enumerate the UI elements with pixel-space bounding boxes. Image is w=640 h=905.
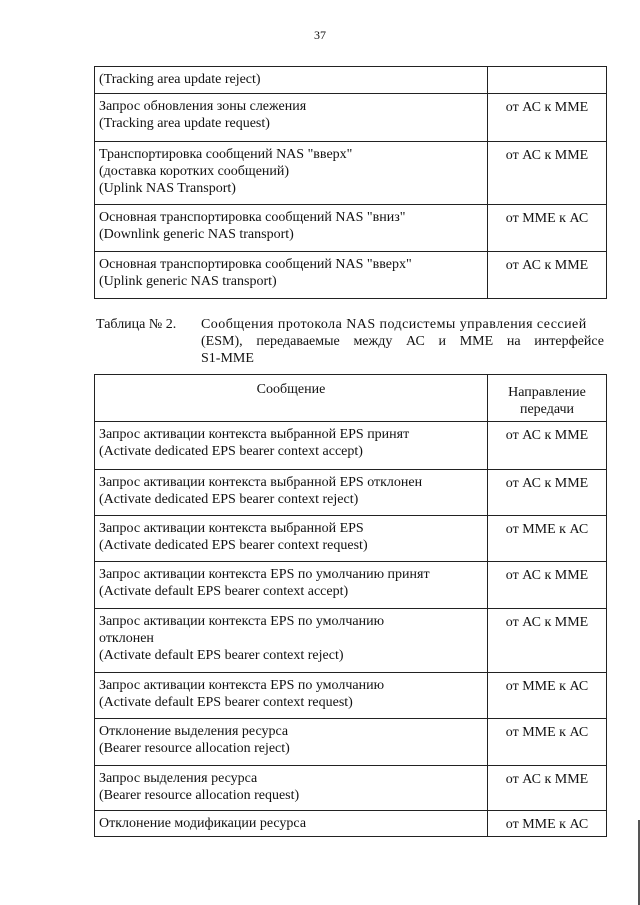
message-line: (Activate default EPS bearer context request) [99, 695, 353, 710]
message-line: (Tracking area update reject) [99, 72, 261, 87]
message-line: Запрос активации контекста выбранной EPS принят [99, 427, 410, 442]
message-cell [95, 470, 488, 516]
direction-cell: от АС к ММЕ [488, 422, 607, 470]
message-line: (Tracking area update request) [99, 116, 270, 131]
message-cell [95, 811, 488, 837]
table-row [95, 205, 607, 252]
table-row [95, 252, 607, 299]
table-1-body [95, 67, 607, 299]
table-row [95, 811, 607, 837]
message-line: Транспортировка сообщений NAS "вверх" [99, 147, 353, 162]
direction-cell: от АС к ММЕ [488, 562, 607, 609]
message-cell [95, 252, 488, 299]
message-cell [95, 422, 488, 470]
message-line: Запрос активации контекста выбранной EPS [99, 521, 364, 536]
message-line: Запрос активации контекста EPS по умолчанию [99, 678, 385, 693]
direction-cell: от АС к ММЕ [488, 252, 607, 299]
message-cell [95, 766, 488, 811]
header-message: Сообщение [95, 375, 488, 422]
message-cell [95, 142, 488, 205]
page-number: 37 [314, 28, 326, 42]
table-row [95, 142, 607, 205]
message-cell [95, 94, 488, 142]
message-cell [95, 205, 488, 252]
table-2-header-row [95, 375, 607, 422]
direction-cell: от ММЕ к АС [488, 811, 607, 837]
header-direction-line-1: Направление [508, 385, 586, 400]
caption-line-3: S1-MME [201, 351, 254, 366]
direction-cell: от АС к ММЕ [488, 470, 607, 516]
message-line: (Activate dedicated EPS bearer context accept) [99, 444, 363, 459]
direction-cell: от АС к ММЕ [488, 142, 607, 205]
message-line: (Downlink generic NAS transport) [99, 227, 294, 242]
message-line: Запрос активации контекста EPS по умолчанию принят [99, 567, 430, 582]
direction-cell: от АС к ММЕ [488, 94, 607, 142]
message-line: Отклонение модификации ресурса [99, 816, 307, 831]
table-row [95, 719, 607, 766]
table-row [95, 422, 607, 470]
message-line: Запрос активации контекста EPS по умолчанию [99, 614, 385, 629]
direction-cell: от АС к ММЕ [488, 609, 607, 673]
direction-cell: от ММЕ к АС [488, 673, 607, 719]
message-line: (доставка коротких сообщений) [99, 164, 290, 179]
message-line: (Bearer resource allocation request) [99, 788, 300, 803]
table-row [95, 562, 607, 609]
table-row [95, 94, 607, 142]
table-2-caption [96, 316, 604, 367]
message-line: (Activate dedicated EPS bearer context reject) [99, 492, 359, 507]
message-cell [95, 673, 488, 719]
message-line: (Activate default EPS bearer context reject) [99, 648, 344, 663]
direction-cell: от АС к ММЕ [488, 766, 607, 811]
message-cell [95, 67, 488, 94]
message-line: (Uplink generic NAS transport) [99, 274, 277, 289]
message-line: Запрос выделения ресурса [99, 771, 258, 786]
direction-cell: от ММЕ к АС [488, 719, 607, 766]
caption-line-1: Сообщения протокола NAS подсистемы управления сессией [201, 317, 587, 332]
table-row [95, 516, 607, 562]
message-line: Основная транспортировка сообщений NAS "вверх" [99, 257, 412, 272]
caption-label: Таблица № 2. [96, 317, 177, 332]
table-row [95, 470, 607, 516]
table-2 [94, 374, 607, 837]
header-direction-line-2: передачи [519, 402, 575, 417]
message-line: отклонен [99, 631, 154, 646]
message-cell [95, 516, 488, 562]
table-row [95, 67, 607, 94]
table-1 [94, 66, 607, 299]
message-line: Запрос активации контекста выбранной EPS отклонен [99, 475, 423, 490]
direction-cell [488, 67, 607, 94]
direction-cell: от ММЕ к АС [488, 516, 607, 562]
header-direction [488, 375, 607, 422]
message-cell [95, 562, 488, 609]
message-line: Основная транспортировка сообщений NAS "вниз" [99, 210, 406, 225]
message-line: (Uplink NAS Transport) [99, 181, 236, 196]
message-line: (Bearer resource allocation reject) [99, 741, 290, 756]
message-line: (Activate default EPS bearer context accept) [99, 584, 349, 599]
table-row [95, 609, 607, 673]
table-row [95, 673, 607, 719]
message-line: Запрос обновления зоны слежения [99, 99, 307, 114]
message-line: Отклонение выделения ресурса [99, 724, 289, 739]
caption-line-2: (ESM), передаваемые между АС и ММЕ на интерфейсе [201, 334, 604, 349]
table-2-body [95, 422, 607, 837]
message-line: (Activate dedicated EPS bearer context request) [99, 538, 368, 553]
direction-cell: от ММЕ к АС [488, 205, 607, 252]
table-row [95, 766, 607, 811]
message-cell [95, 719, 488, 766]
message-cell [95, 609, 488, 673]
